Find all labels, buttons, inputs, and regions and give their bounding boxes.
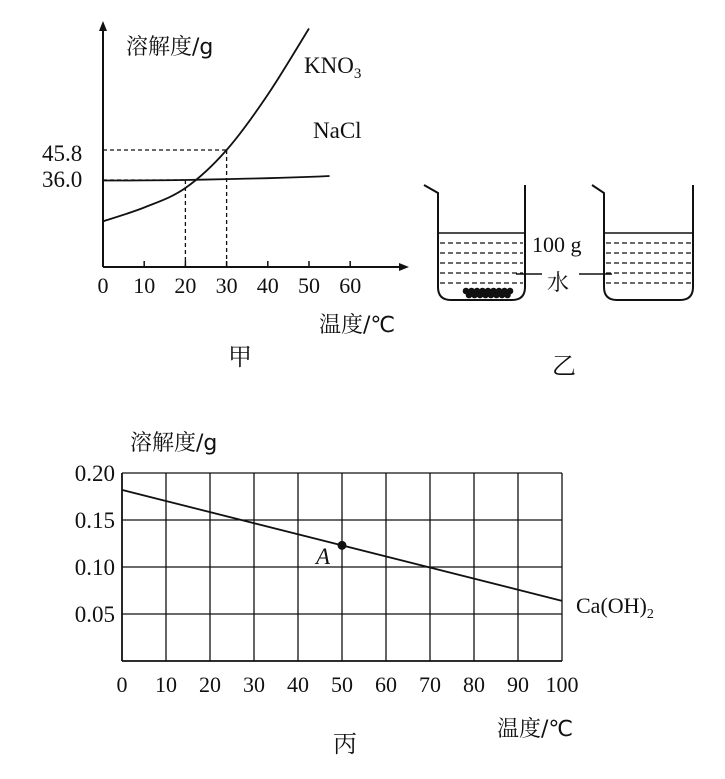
bing-x-tick-label: 40 (287, 672, 309, 697)
jia-reference-lines (103, 150, 227, 267)
bing-y-tick-label: 0.20 (74, 461, 115, 486)
bing-x-tick-label: 0 (116, 672, 128, 697)
bing-y-tick-label: 0.10 (74, 555, 115, 580)
jia-x-tick-label: 10 (133, 273, 156, 298)
jia-x-axis-label: 温度/℃ (319, 313, 396, 338)
bing-grid (122, 473, 562, 661)
water-amount-label: 100 g (532, 232, 582, 257)
jia-x-tick-label: 40 (256, 273, 279, 298)
water-word-label: 水 (547, 271, 570, 296)
caoh2-label (576, 593, 654, 622)
jia-x-tick-label: 60 (339, 273, 362, 298)
yi-beakers (424, 185, 693, 380)
bing-x-axis-label: 温度/℃ (497, 717, 574, 742)
jia-y-marked-45-8: 45.8 (42, 141, 83, 166)
bing-y-tick-labels (75, 461, 115, 627)
point-a-marker (338, 541, 347, 550)
bing-x-tick-label: 30 (243, 672, 265, 697)
bing-x-tick-labels (117, 672, 579, 697)
point-a-label: A (316, 544, 331, 569)
bing-x-tick-label: 70 (419, 672, 441, 697)
nacl-label: NaCl (313, 118, 362, 143)
jia-x-tick-label: 20 (174, 273, 197, 298)
kno3-label (304, 53, 361, 82)
crystal-particle (507, 288, 514, 295)
jia-x-tick-label: 50 (298, 273, 320, 298)
nacl-curve (103, 176, 330, 181)
caoh2-label-main: Ca(OH) (576, 593, 647, 618)
jia-x-tick-labels (98, 273, 362, 298)
bing-x-tick-label: 80 (463, 672, 485, 697)
bing-y-axis-label: 溶解度/g (130, 431, 218, 456)
bing-y-tick-label: 0.15 (74, 508, 115, 533)
jia-y-marked-36-0: 36.0 (42, 167, 83, 192)
undissolved-solid (463, 288, 514, 299)
bing-x-tick-label: 50 (331, 672, 353, 697)
caoh2-label-subscript: 2 (646, 607, 654, 622)
bing-solubility-chart (75, 431, 654, 758)
bing-x-tick-label: 90 (507, 672, 529, 697)
bing-y-tick-label: 0.05 (74, 602, 115, 627)
kno3-label-subscript: 3 (353, 66, 362, 82)
caption-yi: 乙 (552, 352, 576, 380)
caption-jia: 甲 (228, 343, 252, 371)
bing-x-tick-label: 10 (155, 672, 177, 697)
bing-x-tick-label: 60 (375, 672, 397, 697)
jia-x-tick-label: 0 (97, 273, 109, 298)
jia-solubility-chart (42, 26, 404, 371)
jia-x-tick-label: 30 (215, 273, 238, 298)
caption-bing: 丙 (333, 730, 357, 758)
bing-x-tick-label: 20 (199, 672, 221, 697)
beaker-left (424, 185, 525, 300)
bing-x-tick-label: 100 (545, 672, 579, 697)
kno3-label-main: KNO (304, 53, 354, 78)
jia-y-axis-label: 溶解度/g (126, 35, 214, 60)
beaker-right (592, 185, 693, 300)
